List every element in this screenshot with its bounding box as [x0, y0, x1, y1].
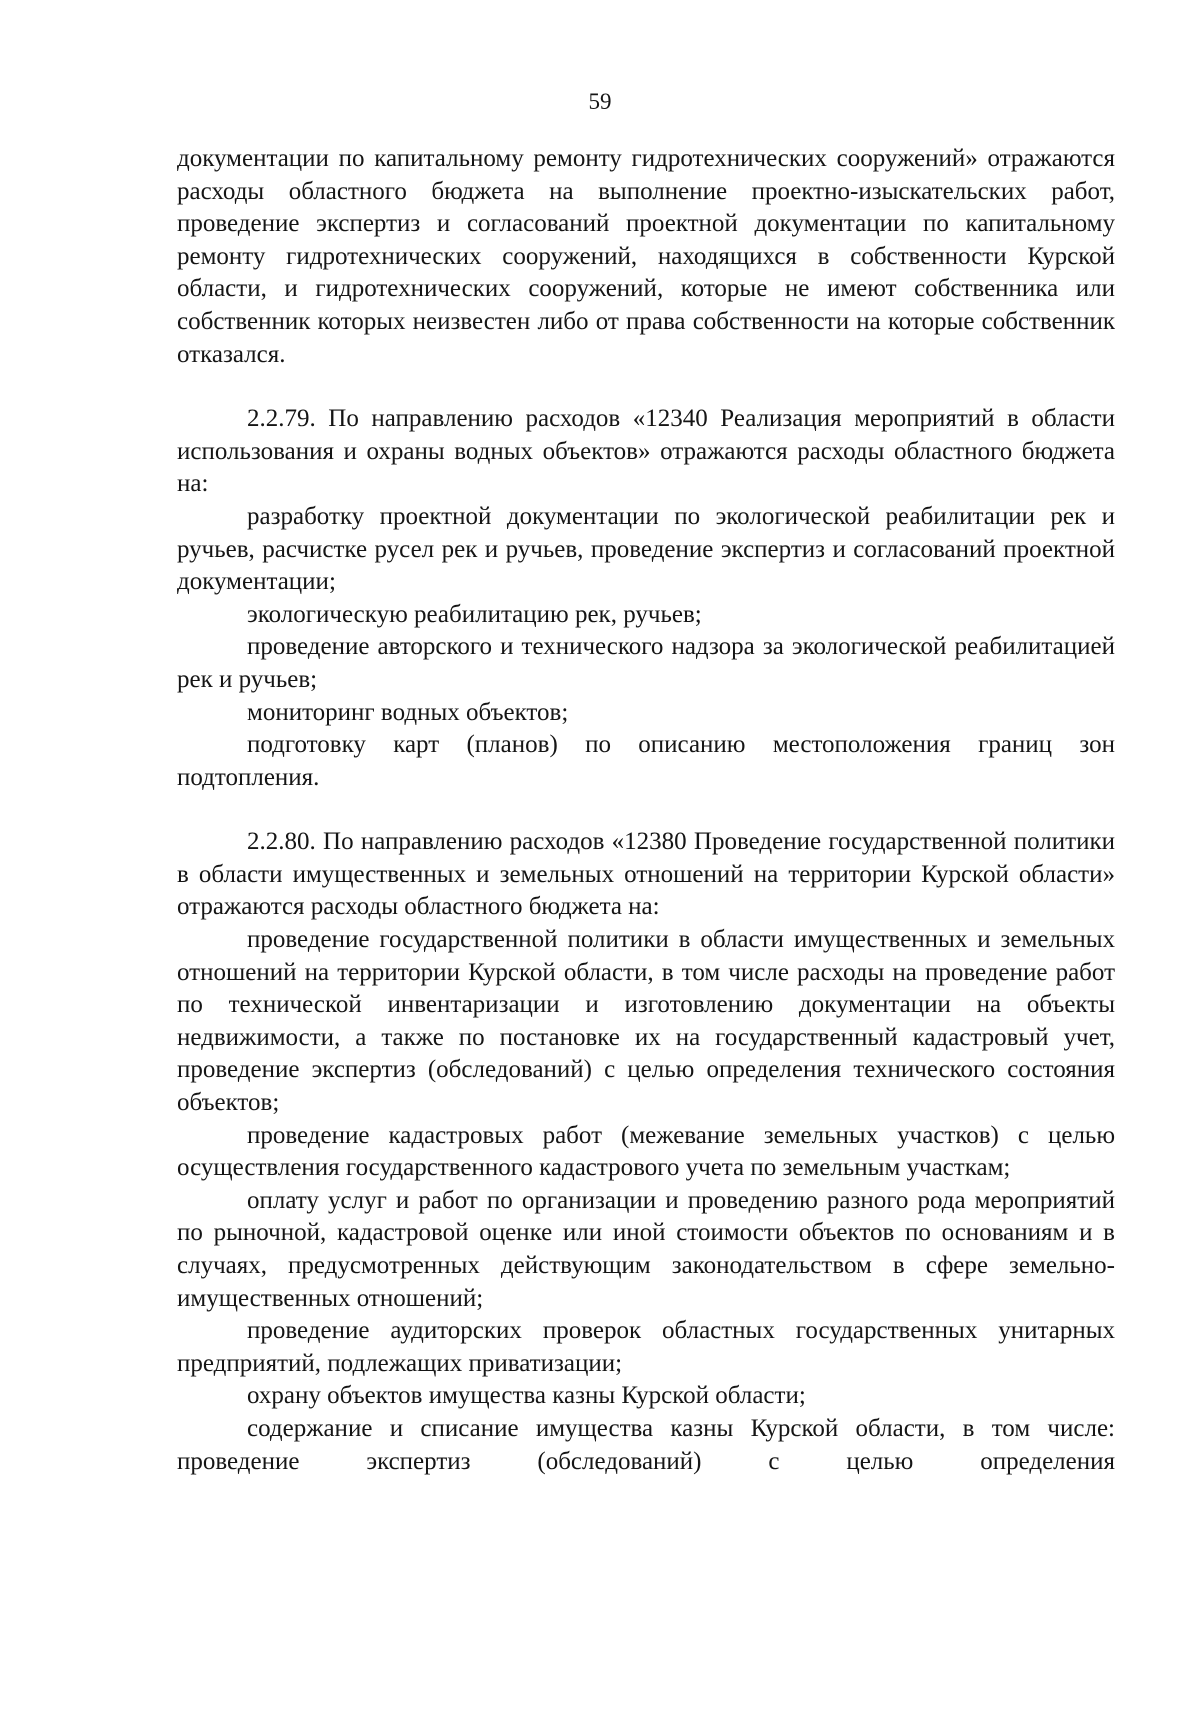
list-item: проведение аудиторских проверок областных государственных унитарных предприятий, подлежащих приватизации; — [177, 1317, 1115, 1377]
list-item: проведение государственной политики в области имущественных и земельных отношений на территории Курской области, в том числе расходы на проведение работ по технической инвентаризации и изготовлению документации на объекты недвижимости, а также по постановке их на государственный кадастровый учет, проведение экспертиз (обследований) с целью определения технического состояния объектов; — [177, 926, 1115, 1117]
list-item: разработку проектной документации по экологической реабилитации рек и ручьев, расчистке русел рек и ручьев, проведение экспертиз и согласований проектной документации; — [177, 502, 1115, 596]
paragraph-continuation: документации по капитальному ремонту гидротехнических сооружений» отражаются расходы областного бюджета на выполнение проектно-изыскательских работ, проведение экспертиз и согласований проектной документации по капитальному ремонту гидротехнических сооружений, находящихся в собственности Курской области, и гидротехнических сооружений, которые не имеют собственника или собственник которых неизвестен либо от права собственности на которые собственник отказался. — [177, 145, 1115, 368]
list-item: оплату услуг и работ по организации и проведению разного рода мероприятий по рыночной, кадастровой оценке или иной стоимости объектов по основаниям и в случаях, предусмотренных действующим законодательством в сфере земельно-имущественных отношений; — [177, 1186, 1115, 1312]
list-item: проведение кадастровых работ (межевание земельных участков) с целью осуществления государственного кадастрового учета по земельным участкам; — [177, 1121, 1115, 1182]
list-item: проведение авторского и технического надзора за экологической реабилитацией рек и ручьев; — [177, 633, 1115, 693]
list-item: содержание и списание имущества казны Курской области, в том числе: проведение экспертиз (обследований) с целью определения — [177, 1414, 1115, 1475]
list-item: мониторинг водных объектов; — [247, 698, 569, 726]
page-number: 59 — [588, 89, 612, 114]
list-item: экологическую реабилитацию рек, ручьев; — [247, 600, 702, 628]
list-item: подготовку карт (планов) по описанию местоположения границ зон подтопления. — [177, 731, 1115, 791]
section-2-2-80-heading: 2.2.80. По направлению расходов «12380 Проведение государственной политики в области имущественных и земельных отношений на территории Курской области» отражаются расходы областного бюджета на: — [177, 828, 1115, 921]
list-item: охрану объектов имущества казны Курской области; — [247, 1382, 806, 1410]
section-2-2-79-heading: 2.2.79. По направлению расходов «12340 Реализация мероприятий в области использования и охраны водных объектов» отражаются расходы областного бюджета на: — [177, 405, 1115, 498]
document-body — [177, 143, 1115, 1478]
